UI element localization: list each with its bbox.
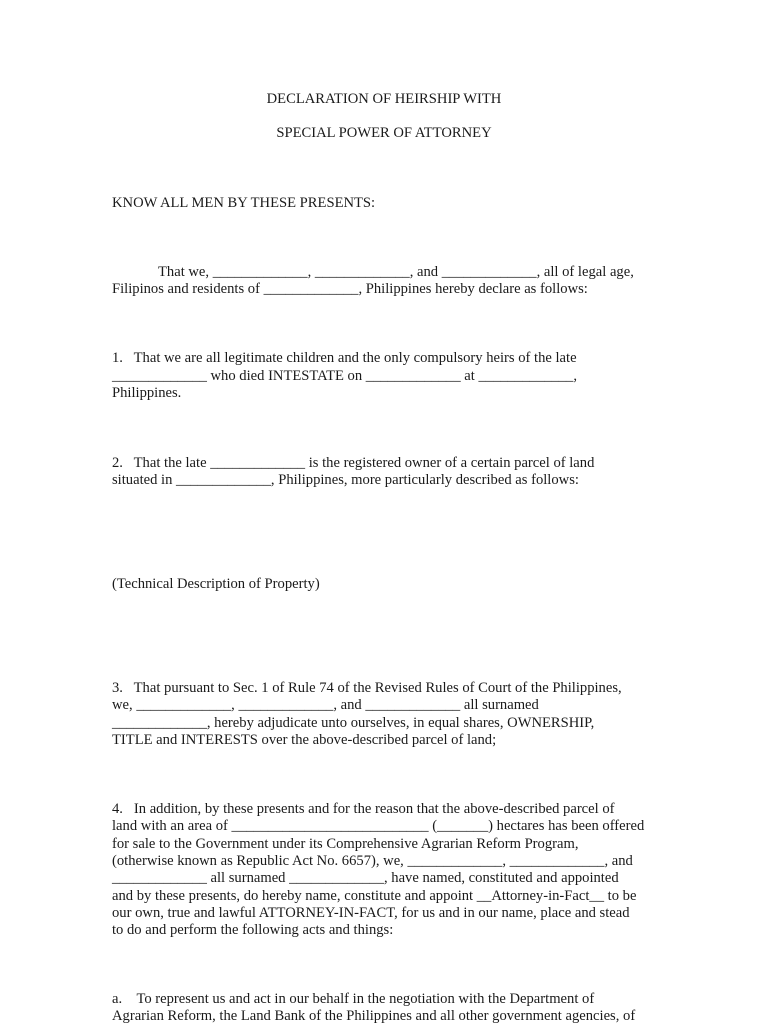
paragraph-3-line-1: 3. That pursuant to Sec. 1 of Rule 74 of the Revised Rules of Court of the Philippines, bbox=[112, 680, 622, 696]
paragraph-4-line-7: our own, true and lawful ATTORNEY-IN-FACT, for us and in our name, place and stead bbox=[112, 905, 630, 921]
paragraph-4-line-3: for sale to the Government under its Comprehensive Agrarian Reform Program, bbox=[112, 836, 579, 852]
paragraph-3-line-2: we, _____________, _____________, and _____________ all surnamed bbox=[112, 697, 539, 713]
paragraph-4-line-4: (otherwise known as Republic Act No. 6657), we, _____________, _____________, and bbox=[112, 853, 633, 869]
intro-line-2: Filipinos and residents of _____________, Philippines hereby declare as follows: bbox=[112, 281, 588, 297]
paragraph-1-line-1: 1. That we are all legitimate children and the only compulsory heirs of the late bbox=[112, 350, 577, 366]
technical-description-placeholder: (Technical Description of Property) bbox=[112, 576, 320, 592]
paragraph-3-line-4: TITLE and INTERESTS over the above-described parcel of land; bbox=[112, 732, 497, 748]
paragraph-4-line-1: 4. In addition, by these presents and for the reason that the above-described parcel of bbox=[112, 801, 615, 817]
paragraph-a-line-1: a. To represent us and act in our behalf in the negotiation with the Department of bbox=[112, 991, 595, 1007]
paragraph-4-line-5: _____________ all surnamed _____________, have named, constituted and appointed bbox=[112, 870, 619, 886]
paragraph-1-line-3: Philippines. bbox=[112, 385, 182, 401]
intro-line-1: That we, _____________, _____________, and _____________, all of legal age, bbox=[158, 264, 634, 280]
paragraph-1-line-2: _____________ who died INTESTATE on _____________ at _____________, bbox=[112, 368, 577, 384]
paragraph-2-line-1: 2. That the late _____________ is the registered owner of a certain parcel of land bbox=[112, 455, 595, 471]
paragraph-4-line-8: to do and perform the following acts and things: bbox=[112, 922, 394, 938]
document-title-line-2: SPECIAL POWER OF ATTORNEY bbox=[276, 125, 492, 141]
document-title-line-1: DECLARATION OF HEIRSHIP WITH bbox=[266, 91, 502, 107]
paragraph-2-line-2: situated in _____________, Philippines, more particularly described as follows: bbox=[112, 472, 579, 488]
opening-statement: KNOW ALL MEN BY THESE PRESENTS: bbox=[112, 195, 376, 211]
paragraph-4-line-6: and by these presents, do hereby name, constitute and appoint __Attorney-in-Fact__ to be bbox=[112, 888, 637, 904]
paragraph-a-line-2: Agrarian Reform, the Land Bank of the Philippines and all other government agencies, of bbox=[112, 1008, 636, 1024]
paragraph-4-line-2: land with an area of ___________________________ (_______) hectares has been offered bbox=[112, 818, 645, 834]
paragraph-3-line-3: _____________, hereby adjudicate unto ourselves, in equal shares, OWNERSHIP, bbox=[112, 715, 595, 731]
